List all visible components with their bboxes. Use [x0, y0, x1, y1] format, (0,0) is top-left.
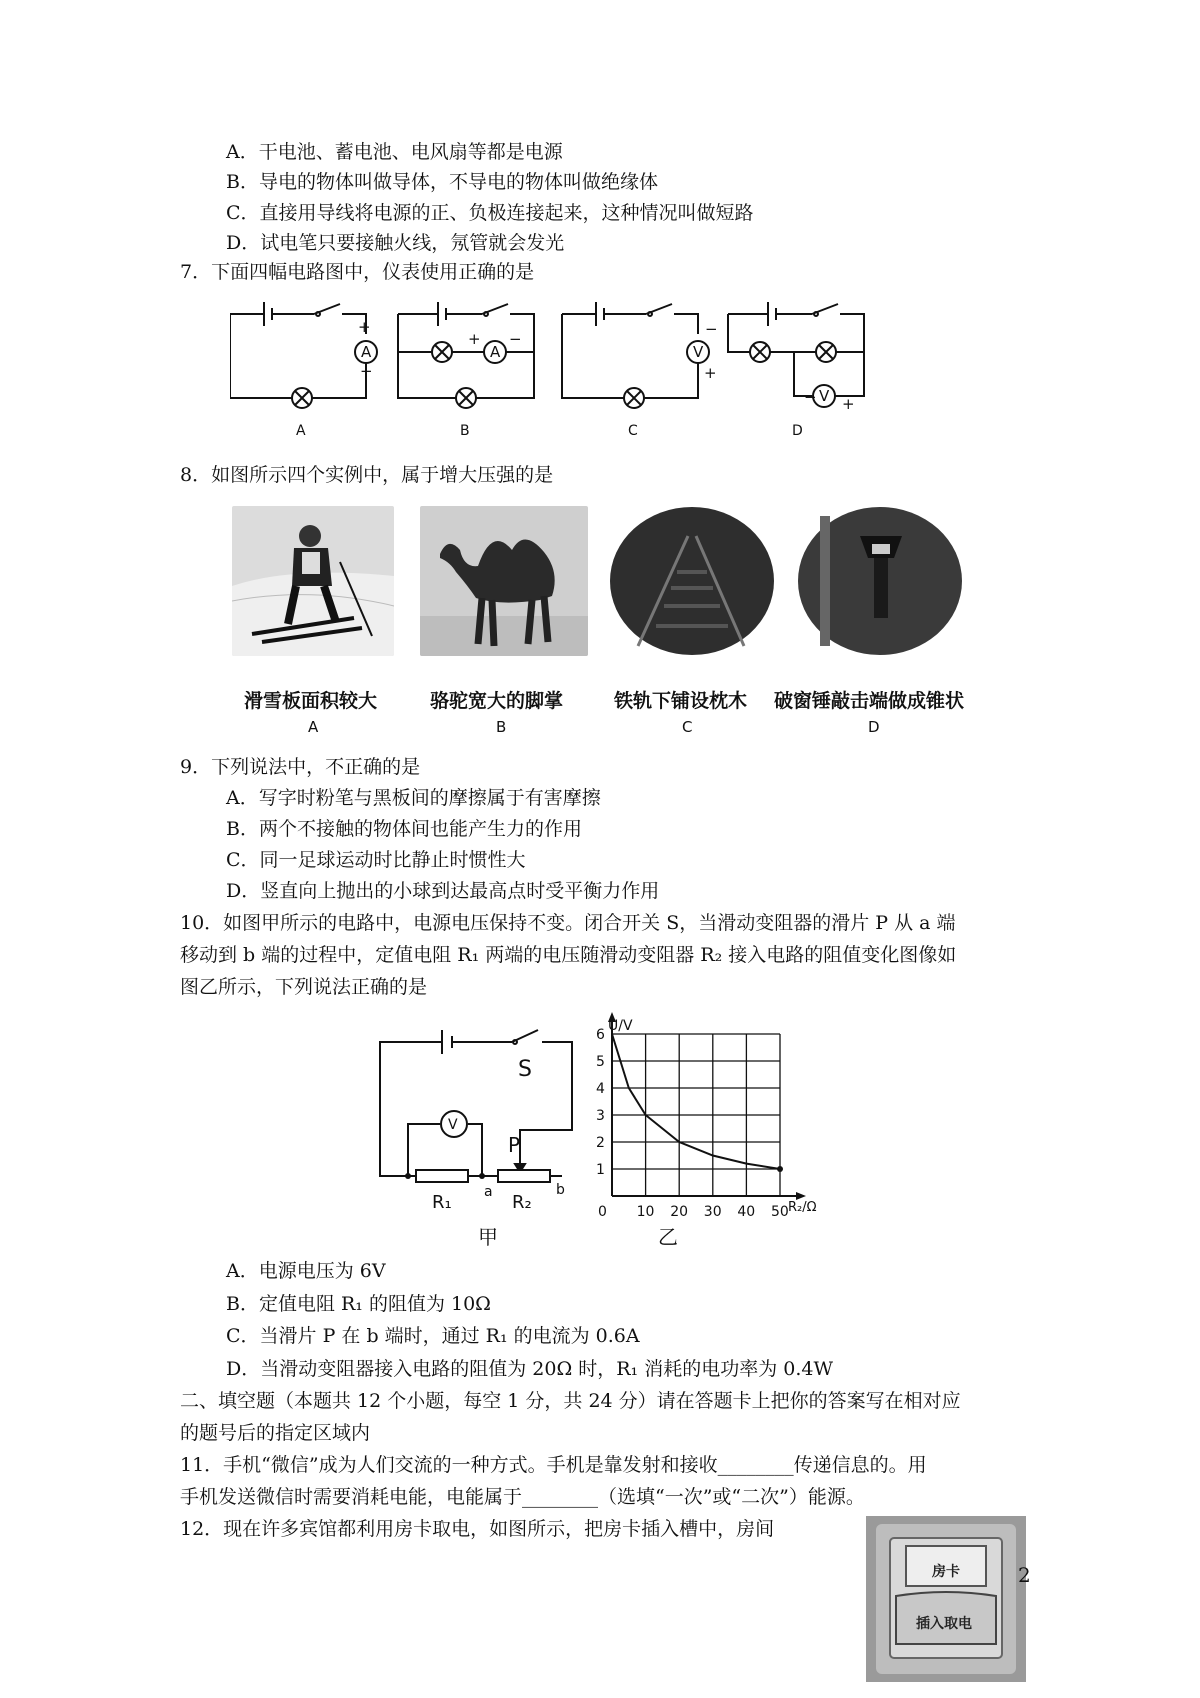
svg-text:V: V: [819, 387, 830, 405]
q9-stem: 9．下列说法中，不正确的是: [180, 756, 421, 778]
q9-option-c: C．同一足球运动时比静止时惯性大: [226, 849, 526, 871]
svg-text:−: −: [804, 388, 817, 406]
q8-caption-c: 铁轨下铺设枕木: [614, 690, 748, 712]
q11-line1: 11．手机“微信”成为人们交流的一种方式。手机是靠发射和接收________传递信息的。用: [180, 1454, 927, 1476]
q6-option-b: B．导电的物体叫做导体，不导电的物体叫做绝缘体: [226, 171, 658, 193]
q8-label-a: A: [308, 718, 319, 736]
graph-x-tick-label: 50: [771, 1204, 789, 1220]
svg-text:−: −: [509, 330, 522, 348]
graph-x-tick-label: 20: [670, 1204, 689, 1220]
q6-option-a: A．干电池、蓄电池、电风扇等都是电源: [226, 141, 563, 163]
q6-option-c: C．直接用导线将电源的正、负极连接起来，这种情况叫做短路: [226, 202, 754, 224]
q10-stem-line1: 10．如图甲所示的电路中，电源电压保持不变。闭合开关 S，当滑动变阻器的滑片 P 从 a 端: [180, 912, 956, 934]
q10-voltmeter-label: V: [448, 1117, 458, 1133]
svg-text:+: +: [358, 318, 371, 336]
q7-label-c: C: [628, 423, 638, 439]
q8-caption-d: 破窗锤敲击端做成锥状: [774, 690, 965, 712]
graph-y-tick-label: 4: [596, 1081, 605, 1097]
svg-text:A: A: [361, 343, 372, 361]
graph-y-tick-label: 2: [596, 1135, 605, 1151]
q10-option-d: D．当滑动变阻器接入电路的阻值为 20Ω 时，R₁ 消耗的电功率为 0.4W: [226, 1358, 833, 1380]
q9-option-b: B．两个不接触的物体间也能产生力的作用: [226, 818, 582, 840]
circuit-a: [230, 302, 377, 398]
q7-label-b: B: [460, 423, 470, 439]
q8-caption-a: 滑雪板面积较大: [244, 690, 378, 712]
svg-text:−: −: [360, 362, 373, 380]
graph-x-tick-label: 10: [636, 1204, 655, 1220]
q7-circuit-diagrams: [230, 292, 950, 442]
q10-slider-label: P: [508, 1133, 521, 1157]
q10-stem-line3: 图乙所示，下列说法正确的是: [180, 976, 428, 998]
q8-caption-b: 骆驼宽大的脚掌: [430, 690, 564, 712]
q7-stem: 7．下面四幅电路图中，仪表使用正确的是: [180, 261, 535, 283]
q10-graph: [588, 1012, 838, 1248]
photo-skier: [232, 506, 394, 656]
q7-label-a: A: [296, 423, 306, 439]
q10-fig-caption-jia: 甲: [478, 1225, 498, 1248]
q10-r2-label: R₂: [512, 1192, 532, 1213]
q10-stem-line2: 移动到 b 端的过程中，定值电阻 R₁ 两端的电压随滑动变阻器 R₂ 接入电路的阻值变化图像如: [180, 944, 957, 966]
graph-y-tick-label: 3: [596, 1108, 605, 1124]
graph-x-arrow: [796, 1192, 806, 1200]
svg-text:−: −: [705, 320, 718, 338]
q7-label-d: D: [792, 423, 803, 439]
q12-line1: 12．现在许多宾馆都利用房卡取电，如图所示，把房卡插入槽中，房间: [180, 1518, 775, 1540]
section2-heading-line2: 的题号后的指定区域内: [180, 1422, 371, 1444]
circuit-d: [728, 302, 864, 407]
q8-label-c: C: [682, 718, 693, 736]
svg-text:+: +: [842, 395, 855, 413]
circuit-c: [562, 302, 709, 398]
q8-label-d: D: [868, 718, 880, 736]
q8-stem: 8．如图所示四个实例中，属于增大压强的是: [180, 464, 554, 486]
q10-circuit-diagram: [372, 1018, 582, 1248]
photo-camel: [420, 506, 588, 656]
q9-option-a: A．写字时粉笔与黑板间的摩擦属于有害摩擦: [226, 787, 601, 809]
q10-r1-label: R₁: [432, 1192, 452, 1213]
photo-railway: [608, 506, 776, 656]
circuit-b: [398, 302, 534, 398]
q11-line2: 手机发送微信时需要消耗电能，电能属于________（选填“一次”或“二次”）能源。: [180, 1486, 865, 1508]
q9-option-d: D．竖直向上抛出的小球到达最高点时受平衡力作用: [226, 880, 660, 902]
q10-fig-caption-yi: 乙: [658, 1225, 678, 1248]
q10-option-a: A．电源电压为 6V: [226, 1260, 386, 1282]
svg-text:A: A: [490, 343, 501, 361]
q8-label-b: B: [496, 718, 507, 736]
svg-text:V: V: [693, 343, 704, 361]
graph-end-point: [777, 1166, 783, 1172]
graph-y-tick-label: 6: [596, 1027, 605, 1043]
room-card-label-top: 房卡: [932, 1564, 960, 1580]
q10-option-c: C．当滑片 P 在 b 端时，通过 R₁ 的电流为 0.6A: [226, 1325, 640, 1347]
q6-option-d: D．试电笔只要接触火线，氖管就会发光: [226, 232, 565, 254]
room-card-label-bottom: 插入取电: [916, 1616, 972, 1632]
section2-heading-line1: 二、填空题（本题共 12 个小题，每空 1 分，共 24 分）请在答题卡上把你的答案写在相对应: [180, 1390, 961, 1412]
q10-switch-label: S: [518, 1057, 532, 1082]
graph-y-tick-label: 5: [596, 1054, 605, 1070]
photo-hammer: [796, 506, 964, 656]
graph-x-tick-label: 30: [703, 1204, 722, 1220]
graph-y-axis-label: U/V: [608, 1018, 633, 1034]
graph-y-tick-label: 1: [596, 1162, 605, 1178]
q10-option-b: B．定值电阻 R₁ 的阻值为 10Ω: [226, 1293, 491, 1315]
graph-series-line: [612, 1034, 780, 1169]
page-number: 2: [1018, 1563, 1031, 1587]
room-card-photo: [866, 1516, 1026, 1682]
graph-x-tick-label: 40: [737, 1204, 756, 1220]
svg-text:+: +: [468, 330, 481, 348]
q10-b-label: b: [556, 1182, 565, 1198]
graph-x-axis-label: R₂/Ω: [788, 1200, 817, 1215]
graph-x-tick-label: 0: [598, 1204, 607, 1220]
q10-a-label: a: [484, 1184, 493, 1200]
svg-text:+: +: [704, 364, 717, 382]
